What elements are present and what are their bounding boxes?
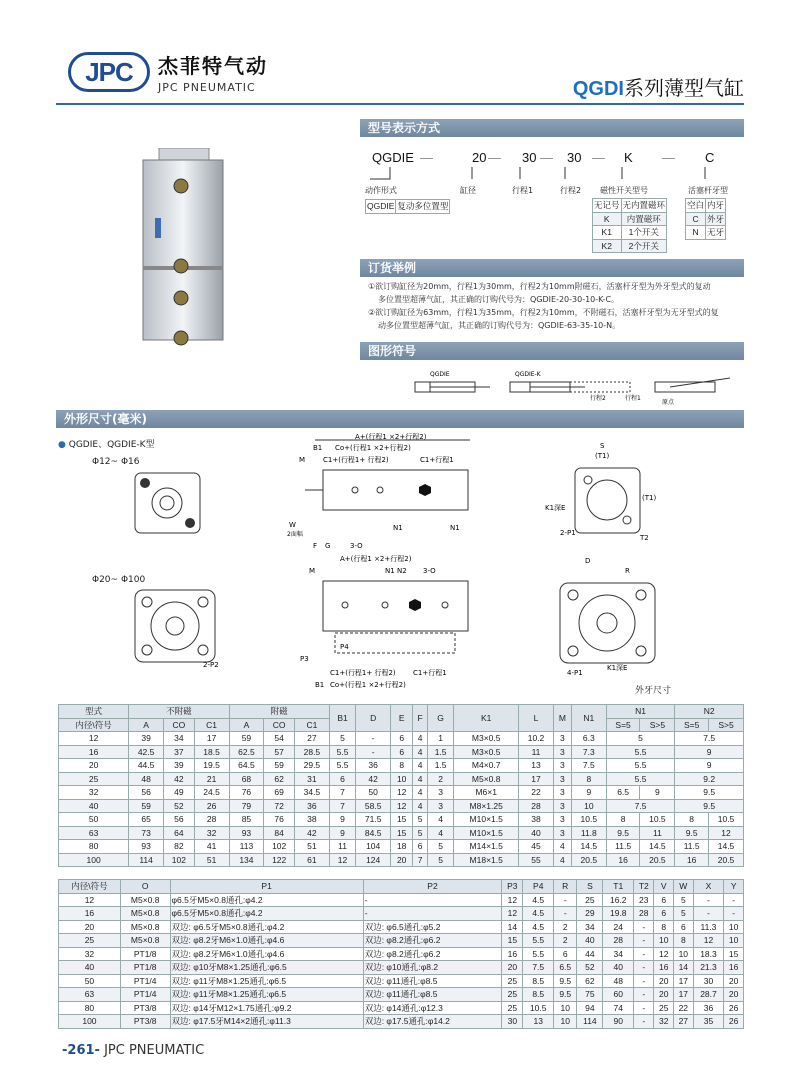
table-row: 80 93 82 41 113 102 51 11 104 18 6 5 M14×1.5 45 4 14.5 11.5 14.5 11.5 14.5: [59, 840, 744, 854]
dim-n2: N2: [397, 567, 407, 575]
dim-p3: P3: [300, 655, 309, 663]
table-row: 12 39 34 17 59 54 27 5 - 6 4 1 M3×0.5 10.2 3 6.3 5 7.5: [59, 732, 744, 746]
dim-k1: K1深E: [545, 504, 566, 512]
table-row: 63 PT1/4 双边: φ11牙M8×1.25通孔:φ6.5 双边: φ11通孔:φ8.5 25 8.5 9.5 75 60 - 20 17 28.7 20: [59, 988, 744, 1002]
dim-n1b: N1: [450, 524, 460, 532]
label-bore: 缸径: [460, 186, 476, 195]
table-row: 25 M5×0.8 双边: φ8.2牙M6×1.0通孔:φ4.6 双边: φ8.2通孔:φ6.2 15 5.5 2 40 28 - 10 8 12 10: [59, 934, 744, 948]
dim-b1-2: B1: [315, 681, 325, 689]
range-large: Φ20~ Φ100: [92, 575, 146, 585]
dim-w: W: [289, 521, 296, 529]
table-row: 50 PT1/4 双边: φ11牙M8×1.25通孔:φ6.5 双边: φ11通孔:φ8.5 25 8.5 9.5 62 48 - 20 17 30 20: [59, 974, 744, 988]
symbol-label-b: QGDIE-K: [515, 371, 541, 378]
section-symbol: 图形符号: [360, 342, 744, 360]
table-row: 20 44.5 39 19.5 64.5 59 29.5 5.5 36 8 4 1.5 M4×0.7 13 3 7.5 5.5 9: [59, 759, 744, 773]
dim-m: M: [299, 456, 306, 464]
dim-k1b: K1深E: [607, 664, 628, 672]
side-view-large: [285, 553, 485, 698]
table-row: 20 M5×0.8 双边: φ6.5牙M5×0.8通孔:φ4.2 双边: φ6.5通孔:φ5.2 14 4.5 2 34 24 - 8 6 11.3 10: [59, 920, 744, 934]
dim-r: R: [625, 567, 630, 575]
dim-a2: A+(行程1 ×2+行程2): [340, 555, 412, 563]
type-label: ● QGDIE、QGDIE-K型: [58, 440, 155, 450]
symbol-label-a: QGDIE: [430, 371, 450, 378]
dimension-table-1: 型式 不附磁 附磁 B1 D E F G K1 L M N1 N1 N2 内径\符号 A CO C1 A CO C1 S=5 S>5 S=5 S>5 12 39 34 17 59 54 27 5 - 6 4 1 M3×0.5 10.2 3 6.3 5 7.5 16 42.5 37 18.5 62.5 57 28.5 5.5 - 6 4 1.5 M3×0.5 11 3 7.3 5.5 9 20 44.5 39 19.5 64.5 59 29.5 5.5 36 8 4 1.5 M4×0.7 13 3 7.5 5.5 9 25 48 42 21 68 62 31 6 42 10 4 2 M5×0.8 17 3 8 5.5 9.2 32 56 49 24.5 76 69 34.5 7 50 12 4 3 M6×1 22 3 9 6.5 9 9.5 40 59 52 26 79 72 36 7 58.5 12 4 3 M8×1.25 28 3 10 7.5 9.5 50 65 56 28 85 76 38 9 71.5 15 5 4 M10×1.5 38 3 10.5 8 10.5 8 10.5 63 73 64 32 93 84 42 9 84.5 15 5 4 M10×1.5 40 3 11.8 9.5 11 9.5 12 80 93 82 41 113 102 51 11 104 18 6 5 M14×1.5 45 4 14.5 11.5 14.5 11.5 14.5 100 114 102 51 134 122 61 12 124 20 7 5 M18×1.5 55 4 20.5 16 20.5 16 20.5: [58, 704, 744, 867]
label-stroke1: 行程1: [512, 186, 534, 195]
dim-s: S: [600, 442, 605, 450]
symbol-origin: 原点: [662, 399, 675, 406]
table-row: 40 PT1/8 双边: φ10牙M8×1.25通孔:φ6.5 双边: φ10通孔:φ8.2 20 7.5 6.5 52 40 - 16 14 21.3 16: [59, 961, 744, 975]
symbol-stroke2: 行程2: [590, 395, 606, 402]
dim-a: A+(行程1 ×2+行程2): [355, 433, 427, 441]
table-row: 16 M5×0.8 φ6.5牙M5×0.8通孔:φ4.2 - 12 4.5 - 29 19.8 28 6 5 - -: [59, 907, 744, 921]
table-row: 100 PT3/8 双边: φ17.5牙M14×2通孔:φ11.3 双边: φ17.5通孔:φ14.2 30 13 10 114 90 - 32 27 35 26: [59, 1015, 744, 1029]
dim-co: Co+(行程1 ×2+行程2): [335, 444, 411, 452]
product-image: [137, 148, 229, 358]
label-stroke2: 行程2: [560, 186, 582, 195]
dim-co-2: Co+(行程1 ×2+行程2): [330, 681, 406, 689]
footer: -261- JPC PNEUMATIC: [62, 1043, 205, 1058]
dim-c1b: C1+行程1: [420, 456, 454, 464]
dim-c1b-2: C1+行程1: [413, 669, 447, 677]
dim-3o-2: 3-O: [423, 567, 436, 575]
dim-c1a-2: C1+(行程1+ 行程2): [330, 669, 396, 677]
end-view-right-small: [540, 440, 670, 550]
dimension-table-2: 内径\符号 O P1 P2 P3 P4 R S T1 T2 V W X Y 12 M5×0.8 φ6.5牙M5×0.8通孔:φ4.2 - 12 4.5 - 25 16.2 23 6 5 - - 16 M5×0.8 φ6.5牙M5×0.8通孔:φ4.2 - 12 4.5 - 29 19.8 28 6 5 - - 20 M5×0.8 双边: φ6.5牙M5×0.8通孔:φ4.2 双边: φ6.5通孔:φ5.2 14 4.5 2 34 24 - 8 6 11.3 10 25 M5×0.8 双边: φ8.2牙M6×1.0通孔:φ4.6 双边: φ8.2通孔:φ6.2 15 5.5 2 40 28 - 10 8 12 10 32 PT1/8 双边: φ8.2牙M6×1.0通孔:φ4.6 双边: φ8.2通孔:φ6.2 16 5.5 6 44 34 - 12 10 18.3 15 40 PT1/8 双边: φ10牙M8×1.25通孔:φ6.5 双边: φ10通孔:φ8.2 20 7.5 6.5 52 40 - 16 14 21.3 16 50 PT1/4 双边: φ11牙M8×1.25通孔:φ6.5 双边: φ11通孔:φ8.5 25 8.5 9.5 62 48 - 20 17 30 20 63 PT1/4 双边: φ11牙M8×1.25通孔:φ6.5 双边: φ11通孔:φ8.5 25 8.5 9.5 75 60 - 20 17 28.7 20 80 PT3/8 双边: φ14牙M12×1.75通孔:φ9.2 双边: φ14通孔:φ12.3 25 10.5 10 94 74 - 25 22 36 26 100 PT3/8 双边: φ17.5牙M14×2通孔:φ11.3 双边: φ17.5通孔:φ14.2 30 13 10 114 90 - 32 27 35 26: [58, 879, 744, 1029]
section-dims: 外形尺寸(毫米): [56, 410, 744, 428]
label-action: 动作形式: [365, 186, 397, 195]
section-order: 订货举例: [360, 259, 744, 277]
label-2p2: 2-P2: [203, 661, 219, 669]
range-small: Φ12~ Φ16: [92, 457, 140, 467]
label-rod: 活塞杆牙型: [688, 186, 728, 195]
logo: [68, 50, 268, 94]
company-name-cn: 杰菲特气动: [158, 54, 268, 78]
symbol-stroke1: 行程1: [625, 395, 641, 402]
dim-t1: (T1): [595, 452, 610, 460]
dim-3o: 3-O: [350, 542, 363, 550]
dim-m2: M: [309, 567, 316, 575]
table-row: 32 PT1/8 双边: φ8.2牙M6×1.0通孔:φ4.6 双边: φ8.2通孔:φ6.2 16 5.5 6 44 34 - 12 10 18.3 15: [59, 947, 744, 961]
end-view-small: [130, 468, 210, 538]
logo-mark: JPC: [68, 52, 150, 92]
table-row: 80 PT3/8 双边: φ14牙M12×1.75通孔:φ9.2 双边: φ14通孔:φ12.3 25 10.5 10 94 74 - 25 22 36 26: [59, 1001, 744, 1015]
end-view-large: [125, 585, 235, 670]
dim-n1-2: N1: [385, 567, 395, 575]
table-row: 32 56 49 24.5 76 69 34.5 7 50 12 4 3 M6×1 22 3 9 6.5 9 9.5: [59, 786, 744, 800]
dim-c1a: C1+(行程1+ 行程2): [323, 456, 389, 464]
rod-table: 空白 内牙 C 外牙 N 无牙: [687, 200, 725, 238]
company-name-en: JPC PNEUMATIC: [158, 81, 256, 94]
dim-sides: 2面幅: [287, 531, 303, 538]
side-view-small: [285, 432, 485, 552]
ext-thread-label: 外牙尺寸: [635, 686, 672, 696]
header-rule: [56, 103, 744, 105]
table-row: 40 59 52 26 79 72 36 7 58.5 12 4 3 M8×1.25 28 3 10 7.5 9.5: [59, 799, 744, 813]
end-view-right-large: [545, 555, 680, 680]
table-row: 50 65 56 28 85 76 38 9 71.5 15 5 4 M10×1.5 38 3 10.5 8 10.5 8 10.5: [59, 813, 744, 827]
table-row: 25 48 42 21 68 62 31 6 42 10 4 2 M5×0.8 17 3 8 5.5 9.2: [59, 772, 744, 786]
symbol-diagrams: [400, 368, 750, 408]
dim-n1: N1: [393, 524, 403, 532]
dim-t1b: (T1): [642, 494, 657, 502]
dim-4p1: 4-P1: [567, 669, 583, 677]
order-examples: ①欲订购缸径为20mm，行程1为30mm，行程2为10mm附磁石，活塞杆牙型为外牙型式的复动 多位置型超薄气缸，其正确的订购代号为：QGDIE-20-30-10-K-C。 ②欲订购缸径为63mm，行程1为35mm，行程2为10mm，不附磁石，活塞杆牙型为无牙型式的复 动多位置型超薄气缸，其正确的订购代号为：QGDIE-63-35-10-N。: [368, 282, 719, 330]
section-model: 型号表示方式: [360, 119, 744, 137]
dim-d: D: [585, 557, 591, 565]
series-title: QGDI系列薄型气缸: [572, 76, 744, 100]
model-leader-lines: [360, 165, 750, 185]
dim-g: G: [325, 542, 331, 550]
table-row: 12 M5×0.8 φ6.5牙M5×0.8通孔:φ4.2 - 12 4.5 - 25 16.2 23 6 5 - -: [59, 893, 744, 907]
action-table: QGDIE 复动多位置型: [367, 201, 449, 212]
dim-b1: B1: [313, 444, 323, 452]
table-row: 63 73 64 32 93 84 42 9 84.5 15 5 4 M10×1.5 40 3 11.8 9.5 11 9.5 12: [59, 826, 744, 840]
dim-t2: T2: [640, 534, 649, 542]
dim-2p1: 2-P1: [560, 529, 576, 537]
dim-f: F: [313, 542, 318, 550]
label-switch: 磁性开关型号: [600, 186, 648, 195]
table-row: 100 114 102 51 134 122 61 12 124 20 7 5 M18×1.5 55 4 20.5 16 20.5 16 20.5: [59, 853, 744, 867]
switch-table: 无记号 无内置磁环 K 内置磁环 K1 1个开关 K2 2个开关: [594, 200, 666, 251]
table-row: 16 42.5 37 18.5 62.5 57 28.5 5.5 - 6 4 1.5 M3×0.5 11 3 7.3 5.5 9: [59, 745, 744, 759]
dim-p4: P4: [340, 643, 349, 651]
